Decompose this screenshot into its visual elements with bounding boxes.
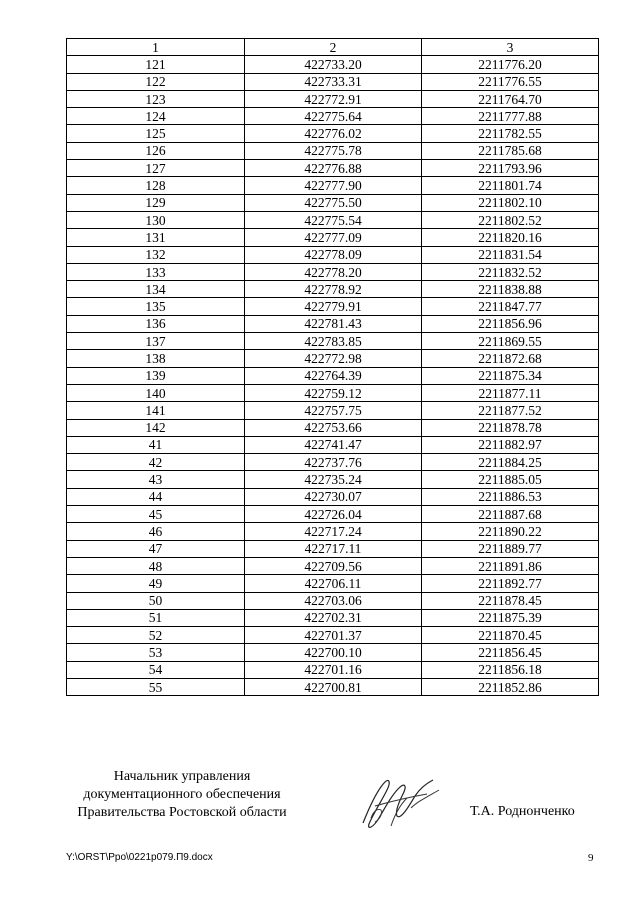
x-coordinate-cell: 422778.92 — [245, 281, 422, 298]
point-number-cell: 46 — [67, 523, 245, 540]
table-row — [67, 661, 599, 678]
table-row — [67, 436, 599, 453]
point-number-cell: 128 — [67, 177, 245, 194]
table-row — [67, 73, 599, 90]
y-coordinate-cell: 2211878.45 — [422, 592, 599, 609]
point-number-cell: 125 — [67, 125, 245, 142]
point-number-cell: 133 — [67, 263, 245, 280]
y-coordinate-cell: 2211831.54 — [422, 246, 599, 263]
x-coordinate-cell: 422726.04 — [245, 506, 422, 523]
x-coordinate-cell: 422776.02 — [245, 125, 422, 142]
x-coordinate-cell: 422701.16 — [245, 661, 422, 678]
table-row — [67, 454, 599, 471]
x-coordinate-cell: 422778.20 — [245, 263, 422, 280]
y-coordinate-cell: 2211856.18 — [422, 661, 599, 678]
y-coordinate-cell: 2211886.53 — [422, 488, 599, 505]
y-coordinate-cell: 2211877.11 — [422, 384, 599, 401]
y-coordinate-cell: 2211785.68 — [422, 142, 599, 159]
x-coordinate-cell: 422709.56 — [245, 557, 422, 574]
y-coordinate-cell: 2211869.55 — [422, 333, 599, 350]
table-row — [67, 384, 599, 401]
point-number-cell: 54 — [67, 661, 245, 678]
table-row — [67, 56, 599, 73]
table-row — [67, 177, 599, 194]
y-coordinate-cell: 2211872.68 — [422, 350, 599, 367]
point-number-cell: 127 — [67, 160, 245, 177]
coordinates-table — [66, 38, 599, 696]
y-coordinate-cell: 2211782.55 — [422, 125, 599, 142]
x-coordinate-cell: 422772.98 — [245, 350, 422, 367]
table-row — [67, 211, 599, 228]
table-row — [67, 160, 599, 177]
table-row — [67, 194, 599, 211]
point-number-cell: 137 — [67, 333, 245, 350]
x-coordinate-cell: 422753.66 — [245, 419, 422, 436]
y-coordinate-cell: 2211892.77 — [422, 575, 599, 592]
point-number-cell: 136 — [67, 315, 245, 332]
table-row — [67, 540, 599, 557]
table-row — [67, 333, 599, 350]
point-number-cell: 50 — [67, 592, 245, 609]
point-number-cell: 134 — [67, 281, 245, 298]
y-coordinate-cell: 2211877.52 — [422, 402, 599, 419]
y-coordinate-cell: 2211882.97 — [422, 436, 599, 453]
y-coordinate-cell: 2211802.10 — [422, 194, 599, 211]
table-row — [67, 90, 599, 107]
point-number-cell: 141 — [67, 402, 245, 419]
handwritten-signature — [355, 768, 445, 838]
point-number-cell: 44 — [67, 488, 245, 505]
point-number-cell: 124 — [67, 108, 245, 125]
point-number-cell: 53 — [67, 644, 245, 661]
point-number-cell: 126 — [67, 142, 245, 159]
table-row — [67, 350, 599, 367]
x-coordinate-cell: 422776.88 — [245, 160, 422, 177]
point-number-cell: 121 — [67, 56, 245, 73]
point-number-cell: 131 — [67, 229, 245, 246]
y-coordinate-cell: 2211777.88 — [422, 108, 599, 125]
point-number-cell: 123 — [67, 90, 245, 107]
point-number-cell: 139 — [67, 367, 245, 384]
x-coordinate-cell: 422700.81 — [245, 678, 422, 695]
signatory-title-line-1: Начальник управления — [113, 769, 251, 784]
table-row — [67, 488, 599, 505]
y-coordinate-cell: 2211870.45 — [422, 627, 599, 644]
page-number: 9 — [588, 852, 594, 864]
x-coordinate-cell: 422775.54 — [245, 211, 422, 228]
x-coordinate-cell: 422706.11 — [245, 575, 422, 592]
point-number-cell: 48 — [67, 557, 245, 574]
signatory-title — [60, 768, 304, 822]
x-coordinate-cell: 422772.91 — [245, 90, 422, 107]
signatory-name: Т.А. Роднонченко — [470, 804, 575, 819]
point-number-cell: 51 — [67, 609, 245, 626]
column-header-2: 2 — [245, 39, 422, 56]
table-row — [67, 627, 599, 644]
point-number-cell: 140 — [67, 384, 245, 401]
x-coordinate-cell: 422775.50 — [245, 194, 422, 211]
x-coordinate-cell: 422733.31 — [245, 73, 422, 90]
table-row — [67, 419, 599, 436]
y-coordinate-cell: 2211832.52 — [422, 263, 599, 280]
point-number-cell: 49 — [67, 575, 245, 592]
table-row — [67, 298, 599, 315]
table-row — [67, 523, 599, 540]
point-number-cell: 132 — [67, 246, 245, 263]
y-coordinate-cell: 2211793.96 — [422, 160, 599, 177]
x-coordinate-cell: 422778.09 — [245, 246, 422, 263]
point-number-cell: 47 — [67, 540, 245, 557]
table-row — [67, 506, 599, 523]
point-number-cell: 129 — [67, 194, 245, 211]
x-coordinate-cell: 422777.90 — [245, 177, 422, 194]
x-coordinate-cell: 422777.09 — [245, 229, 422, 246]
y-coordinate-cell: 2211875.34 — [422, 367, 599, 384]
y-coordinate-cell: 2211856.96 — [422, 315, 599, 332]
y-coordinate-cell: 2211802.52 — [422, 211, 599, 228]
table-row — [67, 644, 599, 661]
x-coordinate-cell: 422775.78 — [245, 142, 422, 159]
y-coordinate-cell: 2211852.86 — [422, 678, 599, 695]
x-coordinate-cell: 422757.75 — [245, 402, 422, 419]
y-coordinate-cell: 2211887.68 — [422, 506, 599, 523]
point-number-cell: 142 — [67, 419, 245, 436]
y-coordinate-cell: 2211878.78 — [422, 419, 599, 436]
x-coordinate-cell: 422717.11 — [245, 540, 422, 557]
table-body — [67, 56, 599, 696]
y-coordinate-cell: 2211764.70 — [422, 90, 599, 107]
x-coordinate-cell: 422783.85 — [245, 333, 422, 350]
y-coordinate-cell: 2211885.05 — [422, 471, 599, 488]
point-number-cell: 52 — [67, 627, 245, 644]
y-coordinate-cell: 2211776.20 — [422, 56, 599, 73]
y-coordinate-cell: 2211891.86 — [422, 557, 599, 574]
y-coordinate-cell: 2211890.22 — [422, 523, 599, 540]
table-row — [67, 125, 599, 142]
column-header-3: 3 — [422, 39, 599, 56]
table-row — [67, 142, 599, 159]
table-row — [67, 281, 599, 298]
table-row — [67, 592, 599, 609]
point-number-cell: 122 — [67, 73, 245, 90]
y-coordinate-cell: 2211801.74 — [422, 177, 599, 194]
x-coordinate-cell: 422775.64 — [245, 108, 422, 125]
x-coordinate-cell: 422759.12 — [245, 384, 422, 401]
table-row — [67, 229, 599, 246]
table-row — [67, 367, 599, 384]
x-coordinate-cell: 422781.43 — [245, 315, 422, 332]
point-number-cell: 42 — [67, 454, 245, 471]
table-row — [67, 402, 599, 419]
signatory-title-line-3: Правительства Ростовской области — [77, 805, 287, 820]
table-row — [67, 108, 599, 125]
point-number-cell: 43 — [67, 471, 245, 488]
point-number-cell: 138 — [67, 350, 245, 367]
y-coordinate-cell: 2211856.45 — [422, 644, 599, 661]
y-coordinate-cell: 2211884.25 — [422, 454, 599, 471]
table-row — [67, 575, 599, 592]
table-row — [67, 609, 599, 626]
table-row — [67, 471, 599, 488]
table-row — [67, 557, 599, 574]
point-number-cell: 130 — [67, 211, 245, 228]
x-coordinate-cell: 422735.24 — [245, 471, 422, 488]
x-coordinate-cell: 422741.47 — [245, 436, 422, 453]
x-coordinate-cell: 422737.76 — [245, 454, 422, 471]
x-coordinate-cell: 422703.06 — [245, 592, 422, 609]
y-coordinate-cell: 2211776.55 — [422, 73, 599, 90]
point-number-cell: 135 — [67, 298, 245, 315]
x-coordinate-cell: 422779.91 — [245, 298, 422, 315]
table-row — [67, 263, 599, 280]
x-coordinate-cell: 422702.31 — [245, 609, 422, 626]
point-number-cell: 45 — [67, 506, 245, 523]
y-coordinate-cell: 2211875.39 — [422, 609, 599, 626]
x-coordinate-cell: 422733.20 — [245, 56, 422, 73]
column-header-1: 1 — [67, 39, 245, 56]
x-coordinate-cell: 422700.10 — [245, 644, 422, 661]
y-coordinate-cell: 2211847.77 — [422, 298, 599, 315]
x-coordinate-cell: 422730.07 — [245, 488, 422, 505]
table-row — [67, 246, 599, 263]
x-coordinate-cell: 422764.39 — [245, 367, 422, 384]
signatory-title-line-2: документационного обеспечения — [83, 787, 281, 802]
x-coordinate-cell: 422717.24 — [245, 523, 422, 540]
point-number-cell: 41 — [67, 436, 245, 453]
footer-file-path: Y:\ORST\Ppo\0221p079.П9.docx — [66, 852, 213, 863]
x-coordinate-cell: 422701.37 — [245, 627, 422, 644]
table-row — [67, 678, 599, 695]
table-header-row — [67, 39, 599, 56]
table-row — [67, 315, 599, 332]
y-coordinate-cell: 2211889.77 — [422, 540, 599, 557]
point-number-cell: 55 — [67, 678, 245, 695]
y-coordinate-cell: 2211838.88 — [422, 281, 599, 298]
y-coordinate-cell: 2211820.16 — [422, 229, 599, 246]
